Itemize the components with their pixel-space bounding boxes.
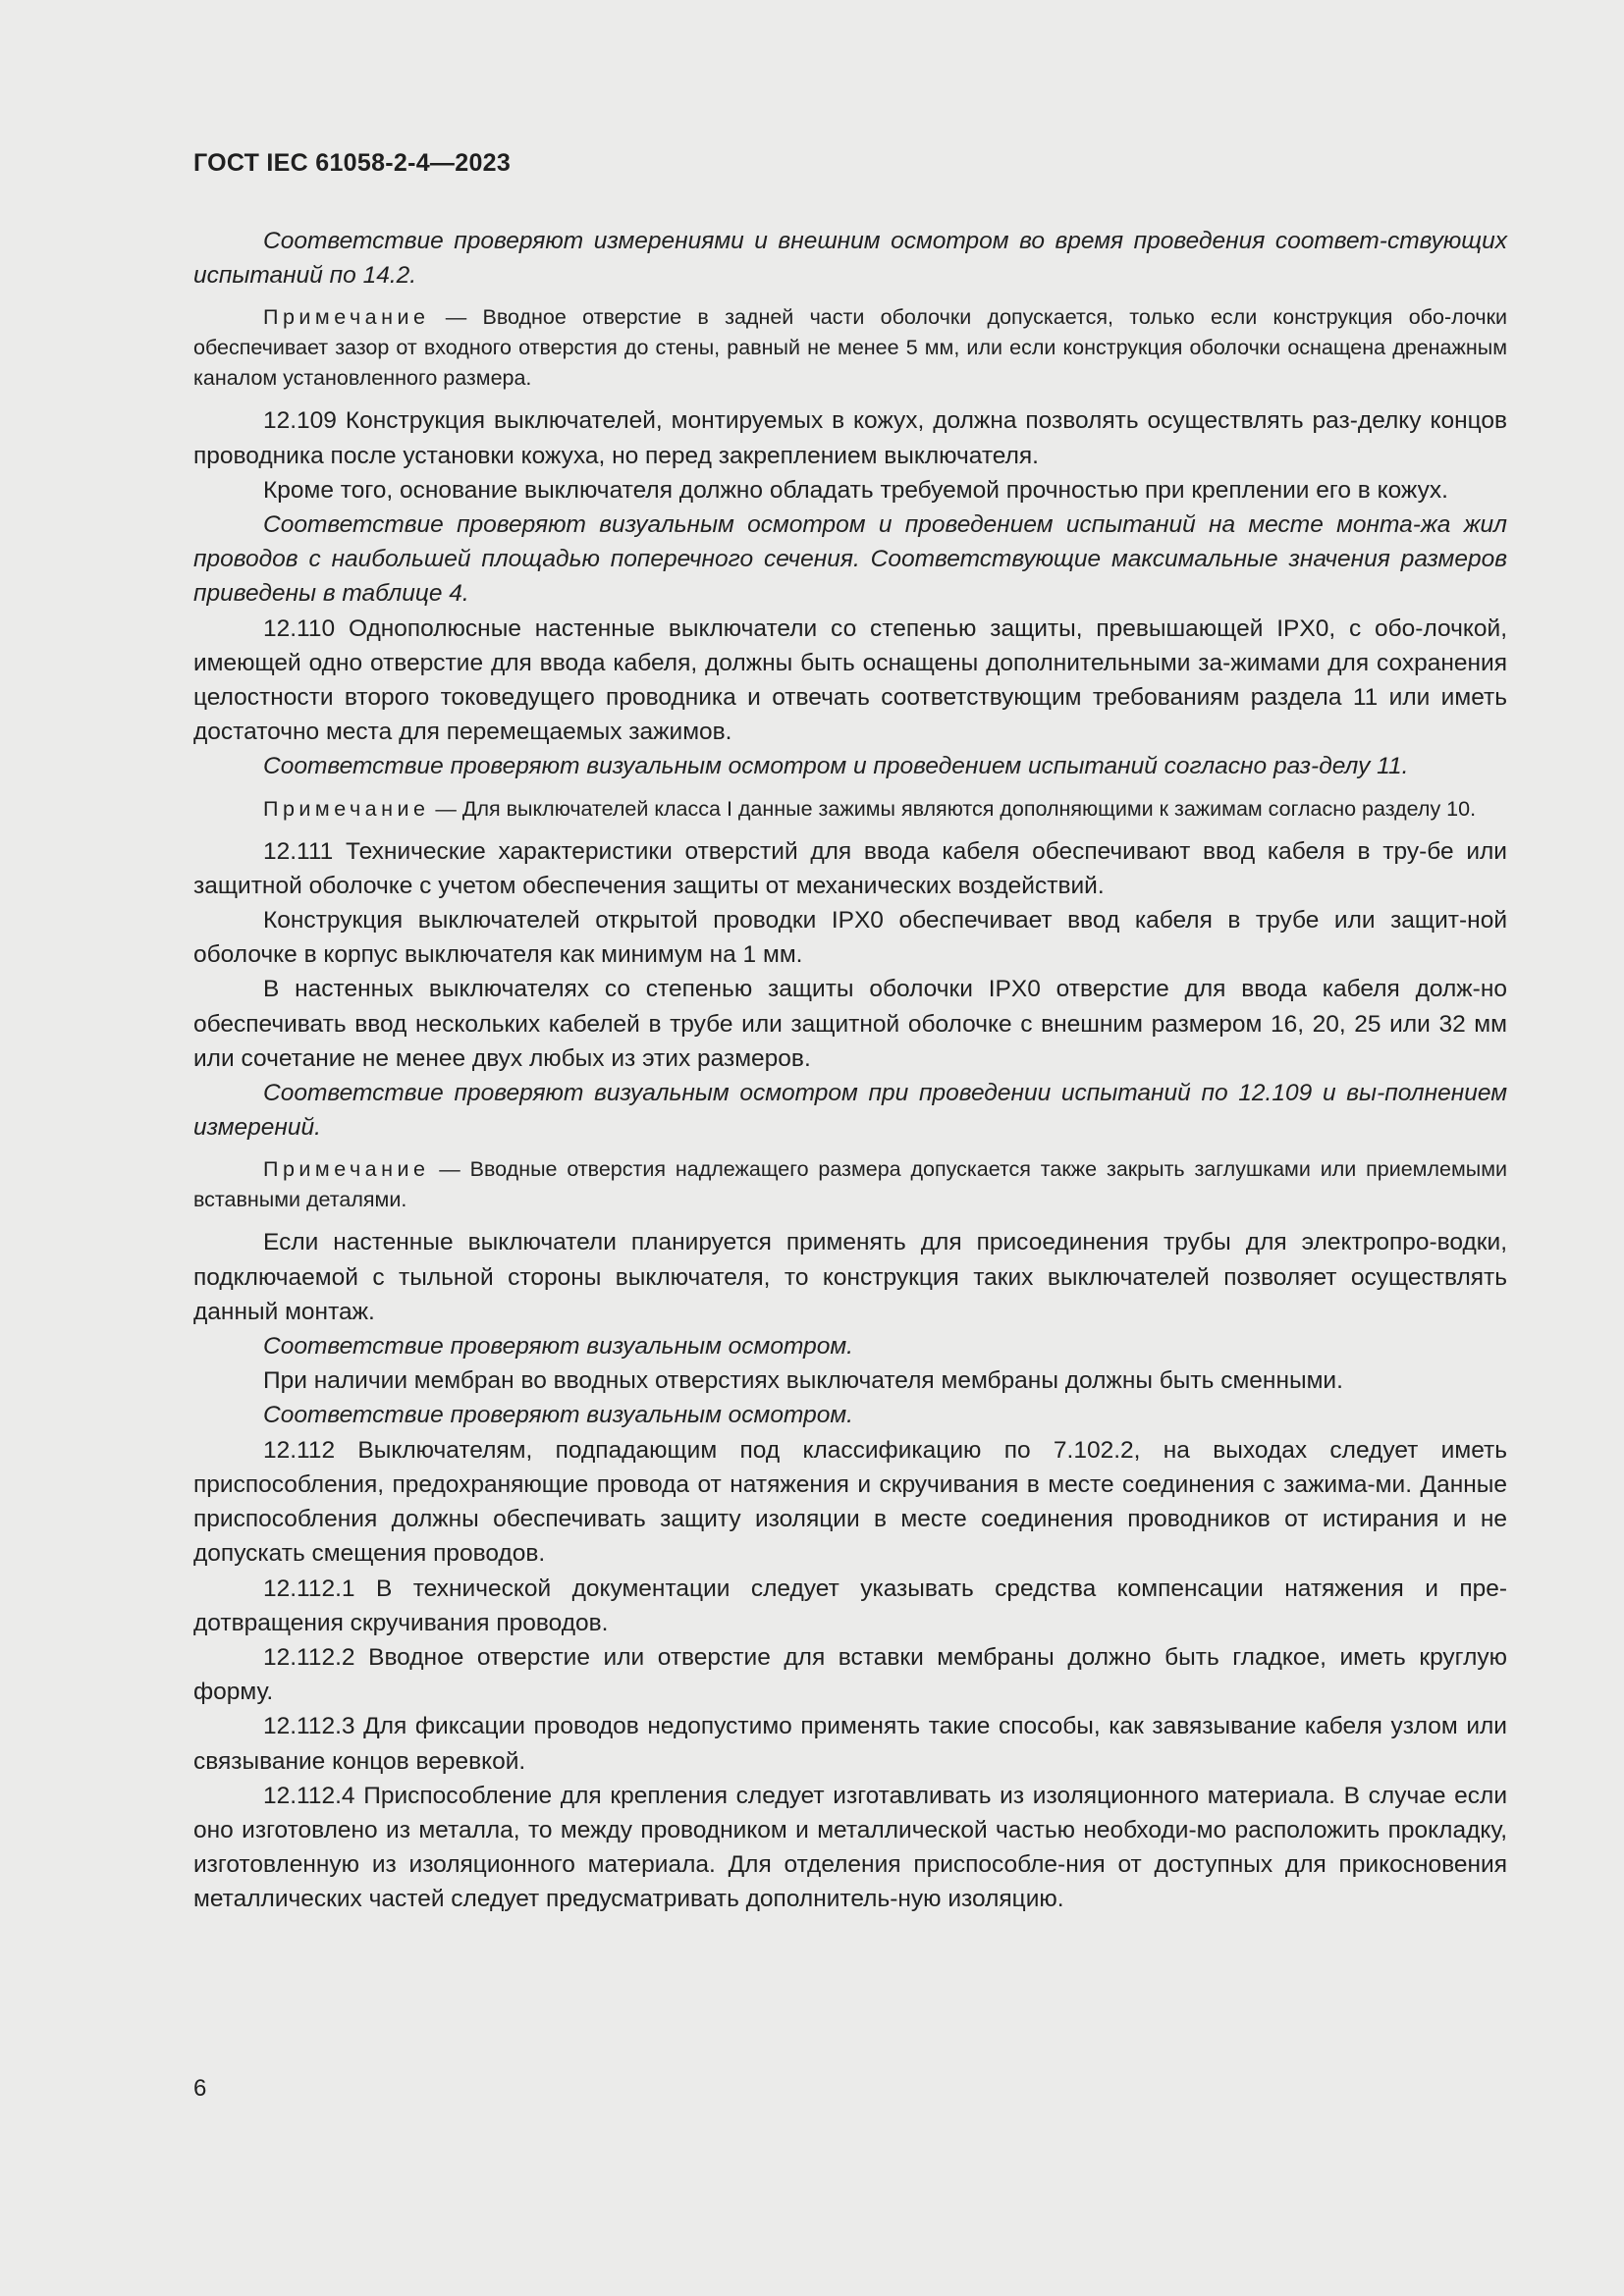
document-header: ГОСТ IEC 61058-2-4—2023 — [193, 149, 512, 177]
body-paragraph: Если настенные выключатели планируется применять для присоединения трубы для электропро-водки, подключаемой с тыльной стороны выключателя, то конструкция таких выключателей позволяет осуществлять данный монтаж. — [193, 1229, 1507, 1325]
note-text: — Вводное отверстие в задней части оболочки допускается, только если конструкция обо-лочки обеспечивает зазор от входного отверстия до стены, равный не менее 5 мм, или если конструкция оболочки оснащена дренажным каналом установленного размера. — [193, 305, 1507, 391]
clause-12-112: 12.112 Выключателям, подпадающим под классификацию по 7.102.2, на выходах следует иметь приспособления, предохраняющие провода от натяжения и скручивания в месте соединения с зажима-ми. Данные приспособления должны обеспечивать защиту изоляции в месте соединения проводников от истирания и не допускать смещения проводов. — [193, 1436, 1507, 1568]
compliance-paragraph: Соответствие проверяют визуальным осмотром. — [263, 1333, 853, 1361]
compliance-paragraph: Соответствие проверяют визуальным осмотром и проведением испытаний на месте монта-жа жил проводов с наибольшей площадью поперечного сечения. Соответствующие максимальные значения размеров приведены в таблице 4. — [193, 511, 1507, 608]
body-paragraph: В настенных выключателях со степенью защиты оболочки IPX0 отверстие для ввода кабеля долж-но обеспечивать ввод нескольких кабелей в трубе или защитной оболочке с внешним размером 16, 20, 25 или 32 мм или сочетание не менее двух любых из этих размеров. — [193, 976, 1507, 1072]
body-paragraph: При наличии мембран во вводных отверстиях выключателя мембраны должны быть сменными. — [263, 1367, 1343, 1395]
document-body — [193, 224, 1507, 1917]
note-paragraph — [193, 302, 1507, 394]
note-label: Примечание — [263, 1157, 430, 1182]
clause-12-112-4: 12.112.4 Приспособление для крепления следует изготавливать из изоляционного материала. В случае если оно изготовлено из металла, то между проводником и металлической частью необходи-мо расположить прокладку, изготовленную из изоляционного материала. Для отделения приспособле-ния от доступных для прикосновения металлических частей следует предусматривать дополнитель-ную изоляцию. — [193, 1782, 1507, 1913]
compliance-paragraph: Соответствие проверяют визуальным осмотром. — [263, 1402, 853, 1429]
clause-12-111: 12.111 Технические характеристики отверстий для ввода кабеля обеспечивают ввод кабеля в тру-бе или защитной оболочке с учетом обеспечения защиты от механических воздействий. — [193, 837, 1507, 899]
note-paragraph — [193, 794, 1507, 825]
clause-12-112-2: 12.112.2 Вводное отверстие или отверстие для вставки мембраны должно быть гладкое, иметь круглую форму. — [193, 1643, 1507, 1706]
note-label: Примечание — [263, 305, 430, 330]
compliance-paragraph: Соответствие проверяют измерениями и внешним осмотром во время проведения соответ-ствующих испытаний по 14.2. — [193, 228, 1507, 290]
note-label: Примечание — [263, 796, 430, 821]
body-paragraph: Конструкция выключателей открытой проводки IPX0 обеспечивает ввод кабеля в трубе или защит-ной оболочке в корпус выключателя как минимум на 1 мм. — [193, 907, 1507, 969]
clause-12-110: 12.110 Однополюсные настенные выключатели со степенью защиты, превышающей IPX0, с обо-лочкой, имеющей одно отверстие для ввода кабеля, должны быть оснащены дополнительными за-жимами для сохранения целостности второго токоведущего проводника и отвечать соответствующим требованиям раздела 11 или иметь достаточно места для перемещаемых зажимов. — [193, 614, 1507, 746]
clause-12-112-1: 12.112.1 В технической документации следует указывать средства компенсации натяжения и пре-дотвращения скручивания проводов. — [193, 1575, 1507, 1636]
compliance-paragraph: Соответствие проверяют визуальным осмотром при проведении испытаний по 12.109 и вы-полнением измерений. — [193, 1080, 1507, 1142]
note-text: — Для выключателей класса I данные зажимы являются дополняющими к зажимам согласно разделу 10. — [429, 796, 1477, 821]
body-paragraph: Кроме того, основание выключателя должно обладать требуемой прочностью при креплении его в кожух. — [263, 476, 1448, 504]
compliance-paragraph: Соответствие проверяют визуальным осмотром и проведением испытаний согласно раз-делу 11. — [263, 753, 1409, 780]
clause-12-109: 12.109 Конструкция выключателей, монтируемых в кожух, должна позволять осуществлять раз-делку концов проводника после установки кожуха, но перед закреплением выключателя. — [193, 407, 1507, 469]
page-number: 6 — [193, 2075, 207, 2102]
note-text: — Вводные отверстия надлежащего размера допускается также закрыть заглушками или приемлемыми вставными деталями. — [193, 1157, 1507, 1212]
note-paragraph — [193, 1154, 1507, 1215]
clause-12-112-3: 12.112.3 Для фиксации проводов недопустимо применять такие способы, как завязывание кабеля узлом или связывание концов веревкой. — [193, 1713, 1507, 1775]
